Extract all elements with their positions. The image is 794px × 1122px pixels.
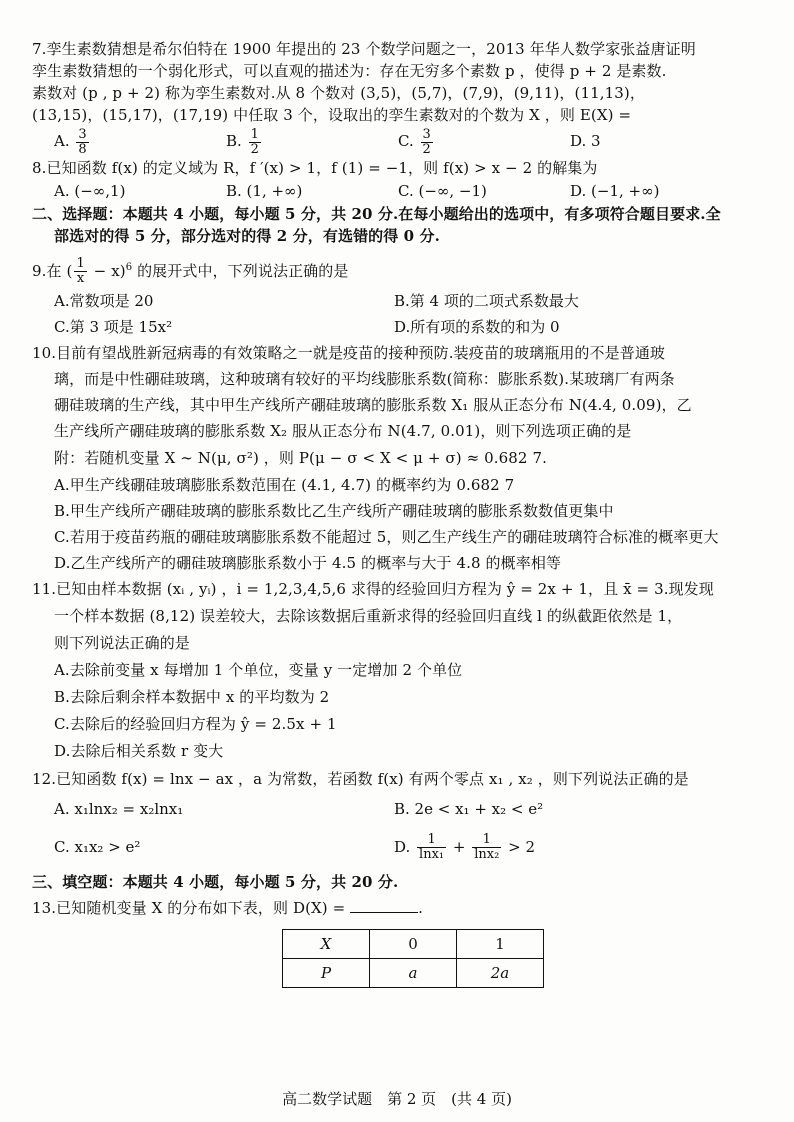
q12-option-d-frac-1 [417,833,446,862]
section-3-header: 三、填空题：本题共 4 小题，每小题 5 分，共 20 分. [32,872,399,891]
q9-options-row-2 [32,314,762,340]
q9-fraction [74,257,86,286]
q13-answer-blank[interactable] [350,898,418,913]
q11-line-3: 则下列说法正确的是 [54,633,190,652]
question-7 [32,38,762,157]
q10-line-3: 硼硅玻璃的生产线，其中甲生产线所产硼硅玻璃的膨胀系数 X₁ 服从正态分布 N(4.4, 0.09)，乙 [54,395,692,414]
q7-line-2: 孪生素数猜想的一个弱化形式，可以直观的描述为：存在无穷多个素数 p ，使得 p + 2 是素数. [32,62,667,80]
q7-option-b-fraction [249,128,261,157]
q7-option-a-fraction [76,128,88,157]
q7-option-c-den: 2 [422,141,431,157]
q7-option-c-fraction [421,128,433,157]
q10-line-4: 生产线所产硼硅玻璃的膨胀系数 X₂ 服从正态分布 N(4.7, 0.01)，则下列选项正确的是 [54,421,632,440]
table-cell-p-label: P [283,958,370,987]
q11-option-b: B.去除后剩余样本数据中 x 的平均数为 2 [54,687,330,706]
q8-option-b: B. (1, +∞) [226,181,303,200]
q12-options-row-2 [32,825,762,869]
q7-option-a-num: 3 [78,126,87,142]
q10-option-a: A.甲生产线硼硅玻璃膨胀系数范围在 (4.1, 4.7) 的概率约为 0.682 7 [54,475,515,494]
q7-option-c-label: C. [398,132,414,150]
q12-option-d-num-1: 1 [417,833,446,848]
q9-frac-den: x [76,271,85,286]
q11-option-a: A.去除前变量 x 每增加 1 个单位，变量 y 一定增加 2 个单位 [54,660,463,679]
q12-option-d-label: D. [394,837,411,856]
q7-option-a-label: A. [54,132,70,150]
question-11 [32,576,762,765]
question-9 [32,251,762,340]
question-13 [32,895,762,988]
q9-suffix: − x) [88,261,126,280]
q7-option-b [226,126,398,157]
q7-line-3: 素数对 (p , p + 2) 称为孪生素数对.从 8 个数对 (3,5)，(5,7)，(7,9)，(9,11)，(11,13)， [32,84,645,102]
q9-power: 6 [125,261,133,273]
q7-option-d [570,126,742,157]
q10-line-1: 10.目前有望战胜新冠病毒的有效策略之一就是疫苗的接种预防.装疫苗的玻璃瓶用的不是普通玻 [32,343,666,362]
q11-option-d: D.去除后相关系数 r 变大 [54,741,224,760]
q11-line-2: 一个样本数据 (8,12) 误差较大，去除该数据后重新求得的经验回归直线 l 的纵截距依然是 1， [54,606,683,625]
q12-option-d-frac-2 [472,833,501,862]
q13-stem: 13.已知随机变量 X 的分布如下表，则 D(X) = [32,898,346,917]
q9-option-a: A.常数项是 20 [54,291,154,310]
q12-option-d-den-2: lnx₂ [474,847,500,862]
q7-option-c [398,126,570,157]
question-8 [32,157,762,203]
q8-options [32,179,762,203]
q7-option-b-label: B. [226,132,242,150]
q13-distribution-table [282,929,544,988]
q7-line-4: (13,15)，(15,17)，(17,19) 中任取 3 个，设取出的孪生素数对的个数为 X ，则 E(X) = [32,106,632,124]
q11-option-c: C.去除后的经验回归方程为 ŷ = 2.5x + 1 [54,714,337,733]
q10-option-b: B.甲生产线所产硼硅玻璃的膨胀系数比乙生产线所产硼硅玻璃的膨胀系数数值更集中 [54,501,614,520]
q10-line-2: 璃，而是中性硼硅玻璃，这种玻璃有较好的平均线膨胀系数(简称：膨胀系数).某玻璃厂有两条 [54,369,675,388]
q7-option-a-den: 8 [78,141,87,157]
q7-option-b-num: 1 [250,126,259,142]
q9-tail: 的展开式中，下列说法正确的是 [132,261,349,280]
question-12 [32,765,762,869]
q7-option-a [54,126,226,157]
q12-option-c: C. x₁x₂ > e² [54,837,141,856]
q9-option-c: C.第 3 项是 15x² [54,317,173,336]
q12-options-row-1 [32,793,762,825]
page-footer: 高二数学试题 第 2 页 (共 4 页) [282,1090,512,1108]
q7-line-1: 7.孪生素数猜想是希尔伯特在 1900 年提出的 23 个数学问题之一，2013 年华人数学家张益唐证明 [32,40,696,58]
q9-options-row-1 [32,288,762,314]
q8-option-d: D. (−1, +∞) [570,181,660,200]
exam-content [32,38,762,988]
question-10 [32,340,762,576]
q12-option-d-den-1: lnx₁ [419,847,445,862]
q12-stem: 12.已知函数 f(x) = lnx − ax ，a 为常数，若函数 f(x) 有两个零点 x₁ , x₂ ，则下列说法正确的是 [32,769,689,788]
table-row [283,958,544,987]
table-cell-p-1: 2a [457,958,544,987]
section-2-line-1: 二、选择题：本题共 4 小题，每小题 5 分，共 20 分.在每小题给出的选项中，有多项符合题目要求.全 [32,204,721,223]
q10-option-c: C.若用于疫苗药瓶的硼硅玻璃膨胀系数不能超过 5，则乙生产线生产的硼硅玻璃符合标准的概率更大 [54,527,719,546]
q11-line-1: 11.已知由样本数据 (xᵢ , yᵢ) ，i = 1,2,3,4,5,6 求得的经验回归方程为 ŷ = 2x + 1，且 x̄ = 3.现发现 [32,579,714,598]
section-2-line-2: 部选对的得 5 分，部分选对的得 2 分，有选错的得 0 分. [54,226,440,245]
q7-option-c-num: 3 [422,126,431,142]
q12-option-d-num-2: 1 [472,833,501,848]
table-row [283,929,544,958]
q7-option-d-label: D. [570,132,587,150]
table-cell-x-label: X [283,929,370,958]
q7-option-d-text: 3 [591,132,601,150]
q13-stem-end: . [418,898,424,917]
q9-option-d: D.所有项的系数的和为 0 [394,317,560,336]
q10-option-d: D.乙生产线所产的硼硅玻璃膨胀系数小于 4.5 的概率与大于 4.8 的概率相等 [54,553,562,572]
q12-option-d-tail: > 2 [508,837,536,856]
q12-option-d-plus: + [452,837,466,856]
q9-prefix: 9.在 ( [32,261,73,280]
q7-options [32,126,762,157]
q12-option-b: B. 2e < x₁ + x₂ < e² [394,799,544,818]
table-cell-p-0: a [370,958,457,987]
q12-option-d [394,825,734,869]
q12-option-a: A. x₁lnx₂ = x₂lnx₁ [54,799,184,818]
q8-stem: 8.已知函数 f(x) 的定义域为 R，f ′(x) > 1，f (1) = −1，则 f(x) > x − 2 的解集为 [32,158,598,177]
q7-option-b-den: 2 [250,141,259,157]
q9-option-b: B.第 4 项的二项式系数最大 [394,291,579,310]
table-cell-x-1: 1 [457,929,544,958]
q9-frac-num: 1 [76,256,85,271]
section-2-header [32,203,762,247]
q10-note: 附：若随机变量 X ∼ N(μ, σ²) ，则 P(μ − σ < X < μ + σ) ≈ 0.682 7. [54,448,547,467]
q8-option-c: C. (−∞, −1) [398,181,487,200]
q9-stem [32,251,762,288]
q13-stem-line [32,895,762,921]
table-cell-x-0: 0 [370,929,457,958]
q8-option-a: A. (−∞,1) [54,181,126,200]
